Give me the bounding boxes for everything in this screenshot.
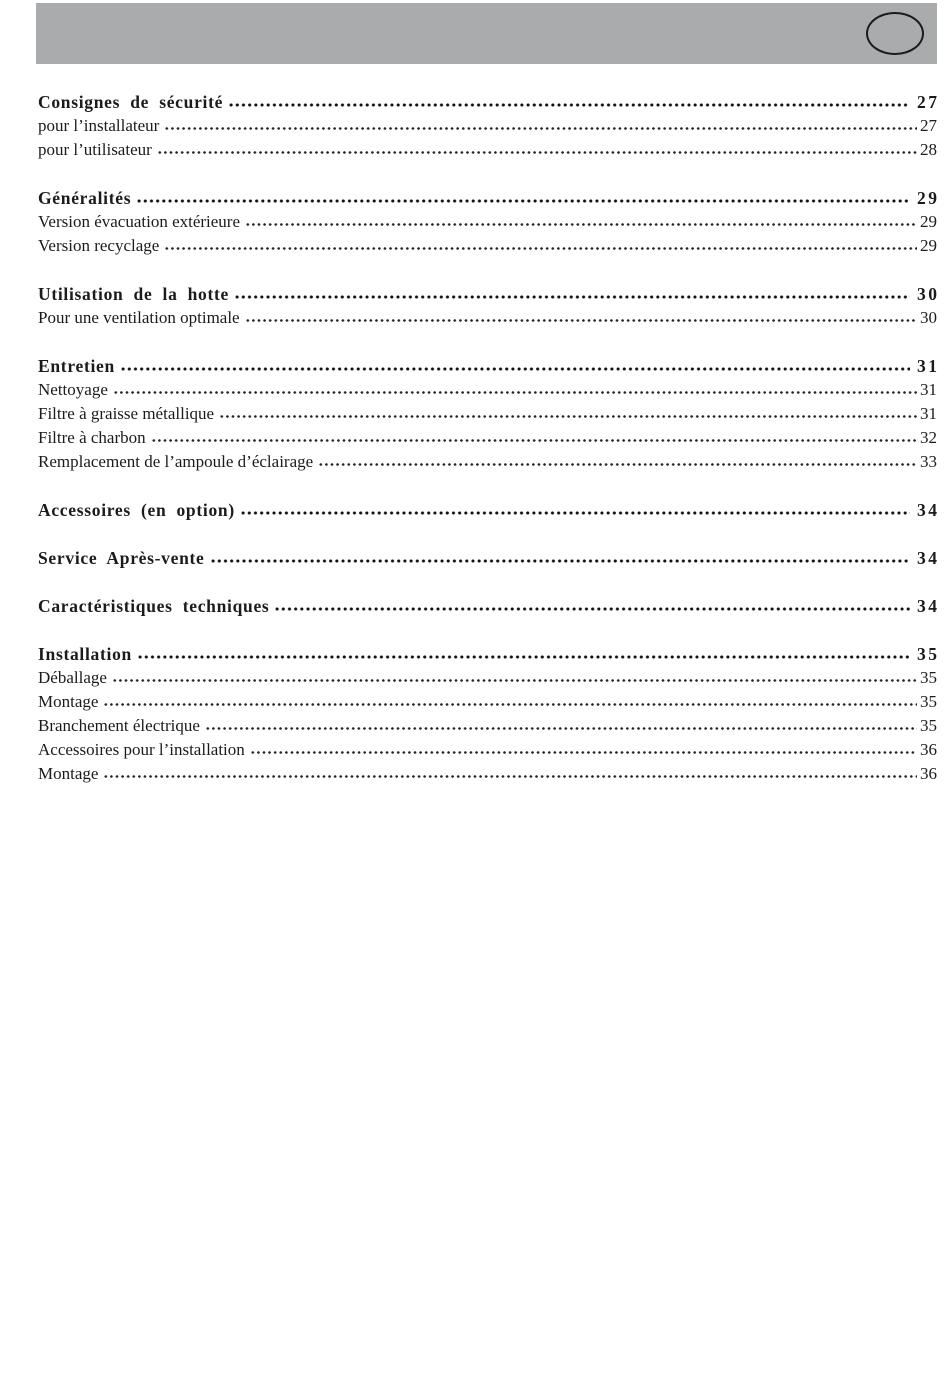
toc-entry-page: 35 <box>920 692 937 711</box>
dot-leader <box>136 194 910 204</box>
dot-leader <box>318 457 917 467</box>
toc-entry-page: 30 <box>917 284 940 304</box>
toc-row-item <box>38 234 937 258</box>
toc-entry-label: pour l’installateur <box>38 116 160 135</box>
toc-entry-page: 29 <box>920 212 937 231</box>
toc-entry-page: 35 <box>920 716 937 735</box>
toc-entry-label: Généralités <box>38 188 132 208</box>
toc-entry-page: 28 <box>920 140 937 159</box>
dot-leader <box>113 385 917 395</box>
toc-row-item <box>38 450 937 474</box>
toc-entry-label: Déballage <box>38 668 107 687</box>
dot-leader <box>240 506 910 516</box>
toc-row-item <box>38 306 937 330</box>
toc-entry-page: 31 <box>920 380 937 399</box>
toc-entry-page: 29 <box>917 188 940 208</box>
dot-leader <box>157 145 917 155</box>
toc-row-item <box>38 138 937 162</box>
toc-row-heading <box>38 498 940 522</box>
toc-section <box>38 642 940 786</box>
dot-leader <box>228 98 910 108</box>
toc-entry-page: 27 <box>917 92 940 112</box>
oval-badge-icon <box>866 12 924 55</box>
toc-row-item <box>38 738 937 762</box>
toc-entry-label: Nettoyage <box>38 380 108 399</box>
toc-row-item <box>38 426 937 450</box>
toc-row-heading <box>38 282 940 306</box>
toc-entry-label: Pour une ventilation optimale <box>38 308 240 327</box>
table-of-contents <box>38 90 940 786</box>
toc-section <box>38 282 940 330</box>
toc-entry-label: Accessoires (en option) <box>38 500 235 520</box>
toc-entry-page: 35 <box>917 644 940 664</box>
dot-leader <box>103 769 917 779</box>
toc-entry-label: Version évacuation extérieure <box>38 212 241 231</box>
toc-entry-label: Consignes de sécurité <box>38 92 224 112</box>
toc-section <box>38 498 940 522</box>
dot-leader <box>234 290 910 300</box>
toc-section <box>38 594 940 618</box>
toc-entry-page: 34 <box>917 548 940 568</box>
toc-entry-label: Montage <box>38 692 99 711</box>
toc-entry-page: 29 <box>920 236 937 255</box>
dot-leader <box>164 121 917 131</box>
toc-row-item <box>38 378 937 402</box>
toc-entry-label: Service Après-vente <box>38 548 205 568</box>
toc-entry-page: 30 <box>920 308 937 327</box>
toc-entry-label: Accessoires pour l’installation <box>38 740 245 759</box>
toc-entry-label: Caractéristiques techniques <box>38 596 270 616</box>
toc-row-item <box>38 714 937 738</box>
toc-row-item <box>38 690 937 714</box>
toc-entry-label: Branchement électrique <box>38 716 200 735</box>
toc-section <box>38 186 940 258</box>
toc-row-item <box>38 210 937 234</box>
dot-leader <box>151 433 917 443</box>
toc-row-heading <box>38 642 940 666</box>
toc-row-item <box>38 402 937 426</box>
dot-leader <box>137 650 910 660</box>
dot-leader <box>245 313 917 323</box>
toc-entry-page: 34 <box>917 500 940 520</box>
dot-leader <box>219 409 917 419</box>
toc-entry-page: 33 <box>920 452 937 471</box>
dot-leader <box>103 697 917 707</box>
toc-section <box>38 90 940 162</box>
dot-leader <box>112 673 917 683</box>
dot-leader <box>205 721 917 731</box>
toc-entry-page: 31 <box>917 356 940 376</box>
toc-entry-page: 32 <box>920 428 937 447</box>
toc-entry-label: Filtre à charbon <box>38 428 146 447</box>
dot-leader <box>274 602 910 612</box>
header-bar <box>36 3 937 64</box>
toc-entry-label: Montage <box>38 764 99 783</box>
toc-entry-label: pour l’utilisateur <box>38 140 152 159</box>
toc-entry-page: 36 <box>920 740 937 759</box>
toc-entry-label: Installation <box>38 644 132 664</box>
toc-entry-label: Filtre à graisse métallique <box>38 404 215 423</box>
toc-entry-page: 36 <box>920 764 937 783</box>
toc-entry-label: Remplacement de l’ampoule d’éclairage <box>38 452 314 471</box>
toc-entry-page: 35 <box>920 668 937 687</box>
toc-entry-label: Version recyclage <box>38 236 160 255</box>
toc-entry-label: Entretien <box>38 356 115 376</box>
toc-row-heading <box>38 594 940 618</box>
toc-entry-page: 27 <box>920 116 937 135</box>
toc-entry-label: Utilisation de la hotte <box>38 284 230 304</box>
toc-entry-page: 31 <box>920 404 937 423</box>
dot-leader <box>245 217 917 227</box>
toc-row-item <box>38 762 937 786</box>
dot-leader <box>120 362 910 372</box>
toc-section <box>38 354 940 474</box>
toc-row-item <box>38 666 937 690</box>
toc-row-heading <box>38 354 940 378</box>
dot-leader <box>164 241 917 251</box>
dot-leader <box>210 554 910 564</box>
toc-row-heading <box>38 546 940 570</box>
toc-row-heading <box>38 186 940 210</box>
toc-row-item <box>38 114 937 138</box>
toc-entry-page: 34 <box>917 596 940 616</box>
dot-leader <box>250 745 917 755</box>
toc-section <box>38 546 940 570</box>
toc-row-heading <box>38 90 940 114</box>
